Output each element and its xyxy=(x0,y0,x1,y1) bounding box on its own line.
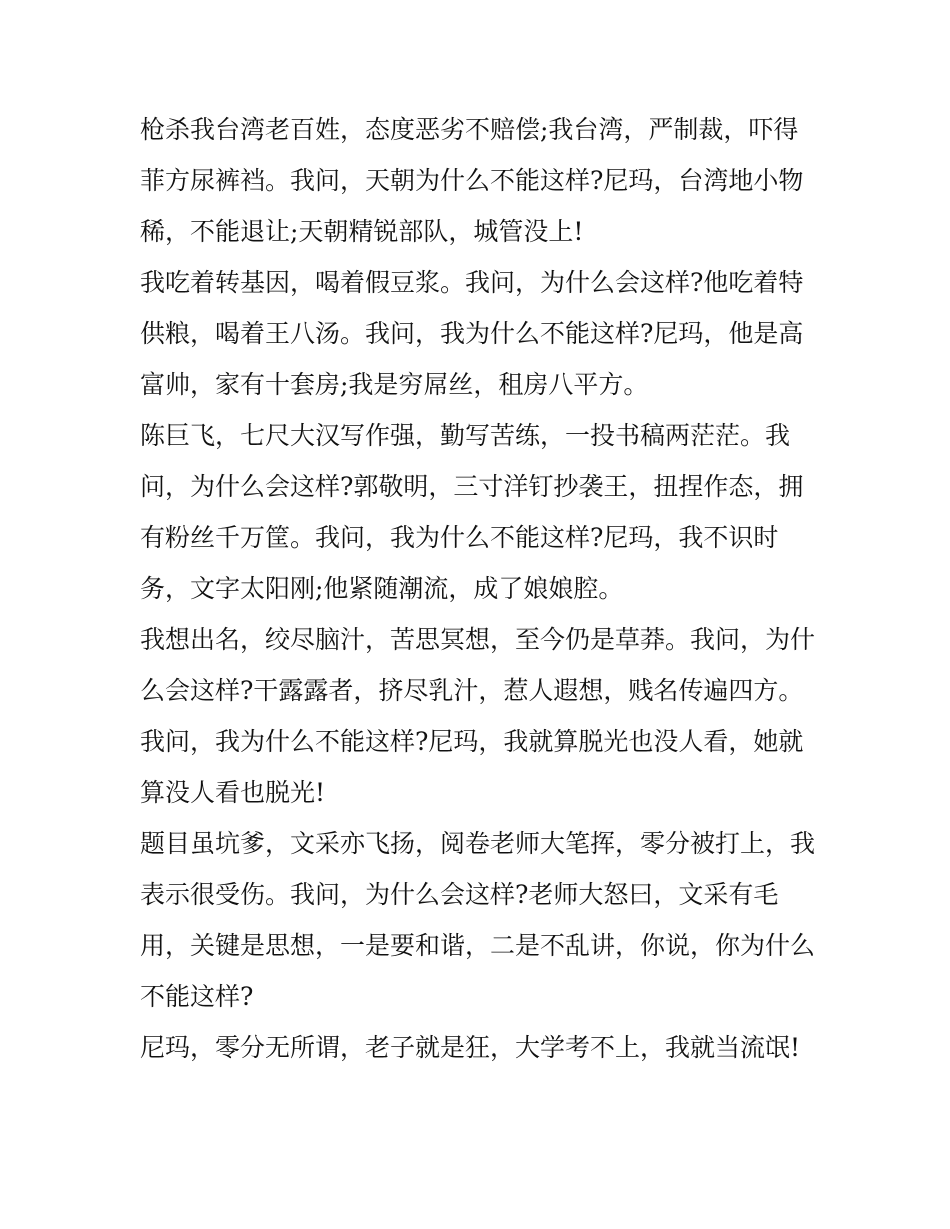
text-line: 我想出名，绞尽脑汁，苦思冥想，至今仍是草莽。我问，为什 xyxy=(140,625,816,654)
text-line: 枪杀我台湾老百姓，态度恶劣不赔偿;我台湾，严制裁，吓得 xyxy=(140,115,799,144)
text-line: 稀，不能退让;天朝精锐部队，城管没上! xyxy=(140,217,584,246)
text-line: 算没人看也脱光! xyxy=(140,778,326,807)
paragraph xyxy=(140,614,820,818)
text-line: 么会这样?干露露者，挤尽乳汁，惹人遐想，贱名传遍四方。 xyxy=(140,676,804,705)
paragraph xyxy=(140,818,820,1022)
text-line: 富帅，家有十套房;我是穷屌丝，租房八平方。 xyxy=(140,370,649,399)
text-line: 表示很受伤。我问，为什么会这样?老师大怒曰，文采有毛 xyxy=(140,880,779,909)
paragraph xyxy=(140,104,820,257)
text-line: 陈巨飞，七尺大汉写作强，勤写苦练，一投书稿两茫茫。我 xyxy=(140,421,791,450)
document-body xyxy=(140,104,820,1073)
text-line: 尼玛，零分无所谓，老子就是狂，大学考不上，我就当流氓! xyxy=(140,1033,801,1062)
text-line: 务，文字太阳刚;他紧随潮流，成了娘娘腔。 xyxy=(140,574,624,603)
text-line: 我问，我为什么不能这样?尼玛，我就算脱光也没人看，她就 xyxy=(140,727,804,756)
text-line: 我吃着转基因，喝着假豆浆。我问，为什么会这样?他吃着特 xyxy=(140,268,804,297)
paragraph xyxy=(140,1022,820,1073)
paragraph xyxy=(140,257,820,410)
text-line: 菲方尿裤裆。我问，天朝为什么不能这样?尼玛，台湾地小物 xyxy=(140,166,804,195)
text-line: 问，为什么会这样?郭敬明，三寸洋钉抄袭王，扭捏作态，拥 xyxy=(140,472,804,501)
paragraph xyxy=(140,410,820,614)
text-line: 有粉丝千万筐。我问，我为什么不能这样?尼玛，我不识时 xyxy=(140,523,779,552)
text-line: 用，关键是思想，一是要和谐，二是不乱讲，你说，你为什么 xyxy=(140,931,816,960)
text-line: 题目虽坑爹，文采亦飞扬，阅卷老师大笔挥，零分被打上，我 xyxy=(140,829,816,858)
text-line: 供粮，喝着王八汤。我问，我为什么不能这样?尼玛，他是高 xyxy=(140,319,804,348)
text-line: 不能这样? xyxy=(140,982,254,1011)
